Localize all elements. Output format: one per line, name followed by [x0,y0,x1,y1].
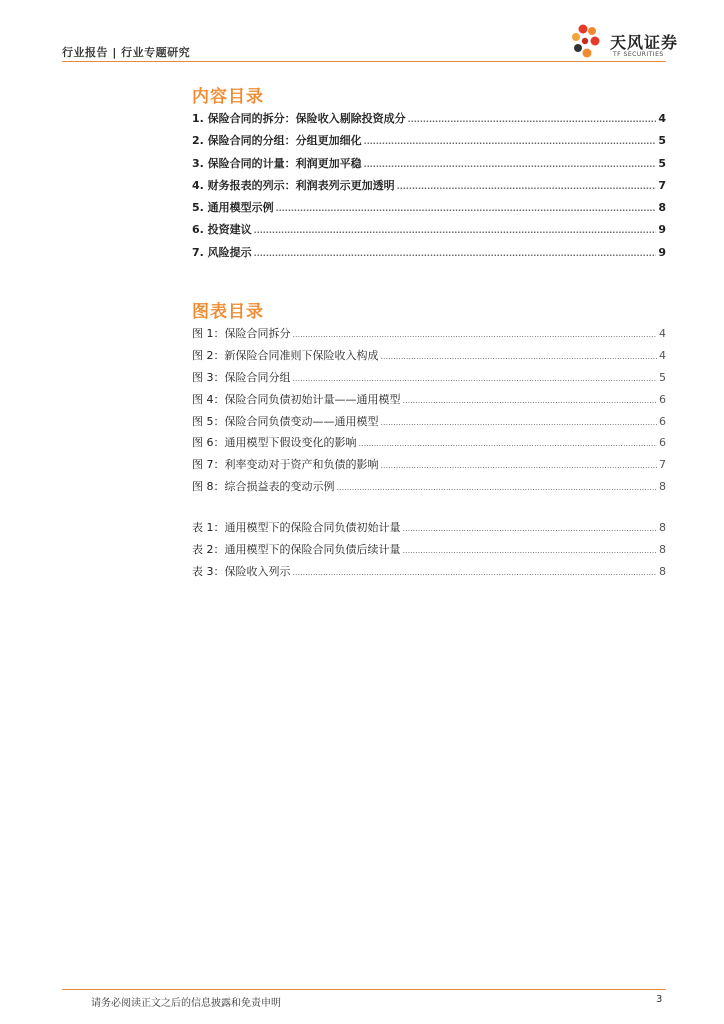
figure-item[interactable] [192,456,666,478]
figure-item-title: 图 6：通用模型下假设变化的影响 [192,436,357,450]
figure-item-page: 4 [659,348,666,362]
contents-title: 内容目录 [192,87,264,107]
toc-item[interactable] [192,155,666,177]
toc-item-page: 9 [658,223,666,237]
logo-name-en: TF SECURITIES [613,51,664,58]
table-item-title: 表 1：通用模型下的保险合同负债初始计量 [192,521,401,534]
toc-item-title: 3. 保险合同的计量：利润更加平稳 [192,156,362,170]
footer-divider [62,989,666,990]
company-logo [568,22,678,60]
toc-item-page: 7 [658,178,666,192]
contents-list [192,110,666,266]
toc-item-page: 5 [658,134,666,148]
figures-title: 图表目录 [192,302,264,322]
toc-item-page: 9 [658,245,666,259]
figure-item-title: 图 1：保险合同拆分 [192,327,291,340]
table-item[interactable] [192,541,666,563]
figure-item-page: 6 [659,392,666,406]
toc-item-title: 7. 风险提示 [192,245,252,259]
table-item-title: 表 2：通用模型下的保险合同负债后续计量 [192,542,401,556]
figure-item-title: 图 2：新保险合同准则下保险收入构成 [192,348,379,362]
figure-item-title: 图 7：利率变动对于资产和负债的影响 [192,458,379,472]
figure-item-page: 8 [659,480,666,494]
toc-item-title: 6. 投资建议 [192,223,252,237]
figure-item-page: 5 [659,370,666,384]
figure-item-title: 图 3：保险合同分组 [192,370,291,384]
header-divider [62,61,666,62]
toc-item[interactable] [192,221,666,243]
logo-name-cn: 天风证券 [610,33,679,52]
tables-list [192,519,666,585]
figure-item-page: 6 [659,436,666,450]
flower-logo-icon [568,22,608,60]
figure-item-page: 4 [659,327,666,340]
toc-item[interactable] [192,199,666,221]
toc-item-title: 1. 保险合同的拆分：保险收入剔除投资成分 [192,112,406,125]
toc-item[interactable] [192,177,666,199]
figure-item[interactable] [192,369,666,391]
figure-item-title: 图 5：保险合同负债变动——通用模型 [192,414,379,428]
table-item[interactable] [192,563,666,585]
footer-page-number: 3 [656,994,663,1005]
toc-item-title: 4. 财务报表的列示：利润表列示更加透明 [192,178,395,192]
toc-item-page: 8 [658,201,666,215]
table-item-title: 表 3：保险收入列示 [192,564,291,578]
figure-item[interactable] [192,434,666,456]
header-breadcrumb: 行业报告 | 行业专题研究 [62,46,191,59]
toc-item-title: 2. 保险合同的分组：分组更加细化 [192,134,362,148]
figure-item-page: 7 [659,458,666,472]
toc-item[interactable] [192,110,666,132]
figures-list [192,325,666,500]
table-item-page: 8 [659,542,666,556]
figure-item-title: 图 4：保险合同负债初始计量——通用模型 [192,392,401,406]
table-item-page: 8 [659,521,666,534]
figure-item[interactable] [192,325,666,347]
toc-item-title: 5. 通用模型示例 [192,201,274,215]
figure-item[interactable] [192,478,666,500]
figure-item[interactable] [192,391,666,413]
table-item-page: 8 [659,564,666,578]
figure-item-page: 6 [659,414,666,428]
toc-item-page: 4 [658,112,666,125]
toc-item[interactable] [192,132,666,154]
footer-disclaimer: 请务必阅读正文之后的信息披露和免责申明 [91,998,281,1009]
table-item[interactable] [192,519,666,541]
toc-item-page: 5 [658,156,666,170]
toc-item[interactable] [192,244,666,266]
figure-item-title: 图 8：综合损益表的变动示例 [192,480,335,494]
figure-item[interactable] [192,413,666,435]
figure-item[interactable] [192,347,666,369]
